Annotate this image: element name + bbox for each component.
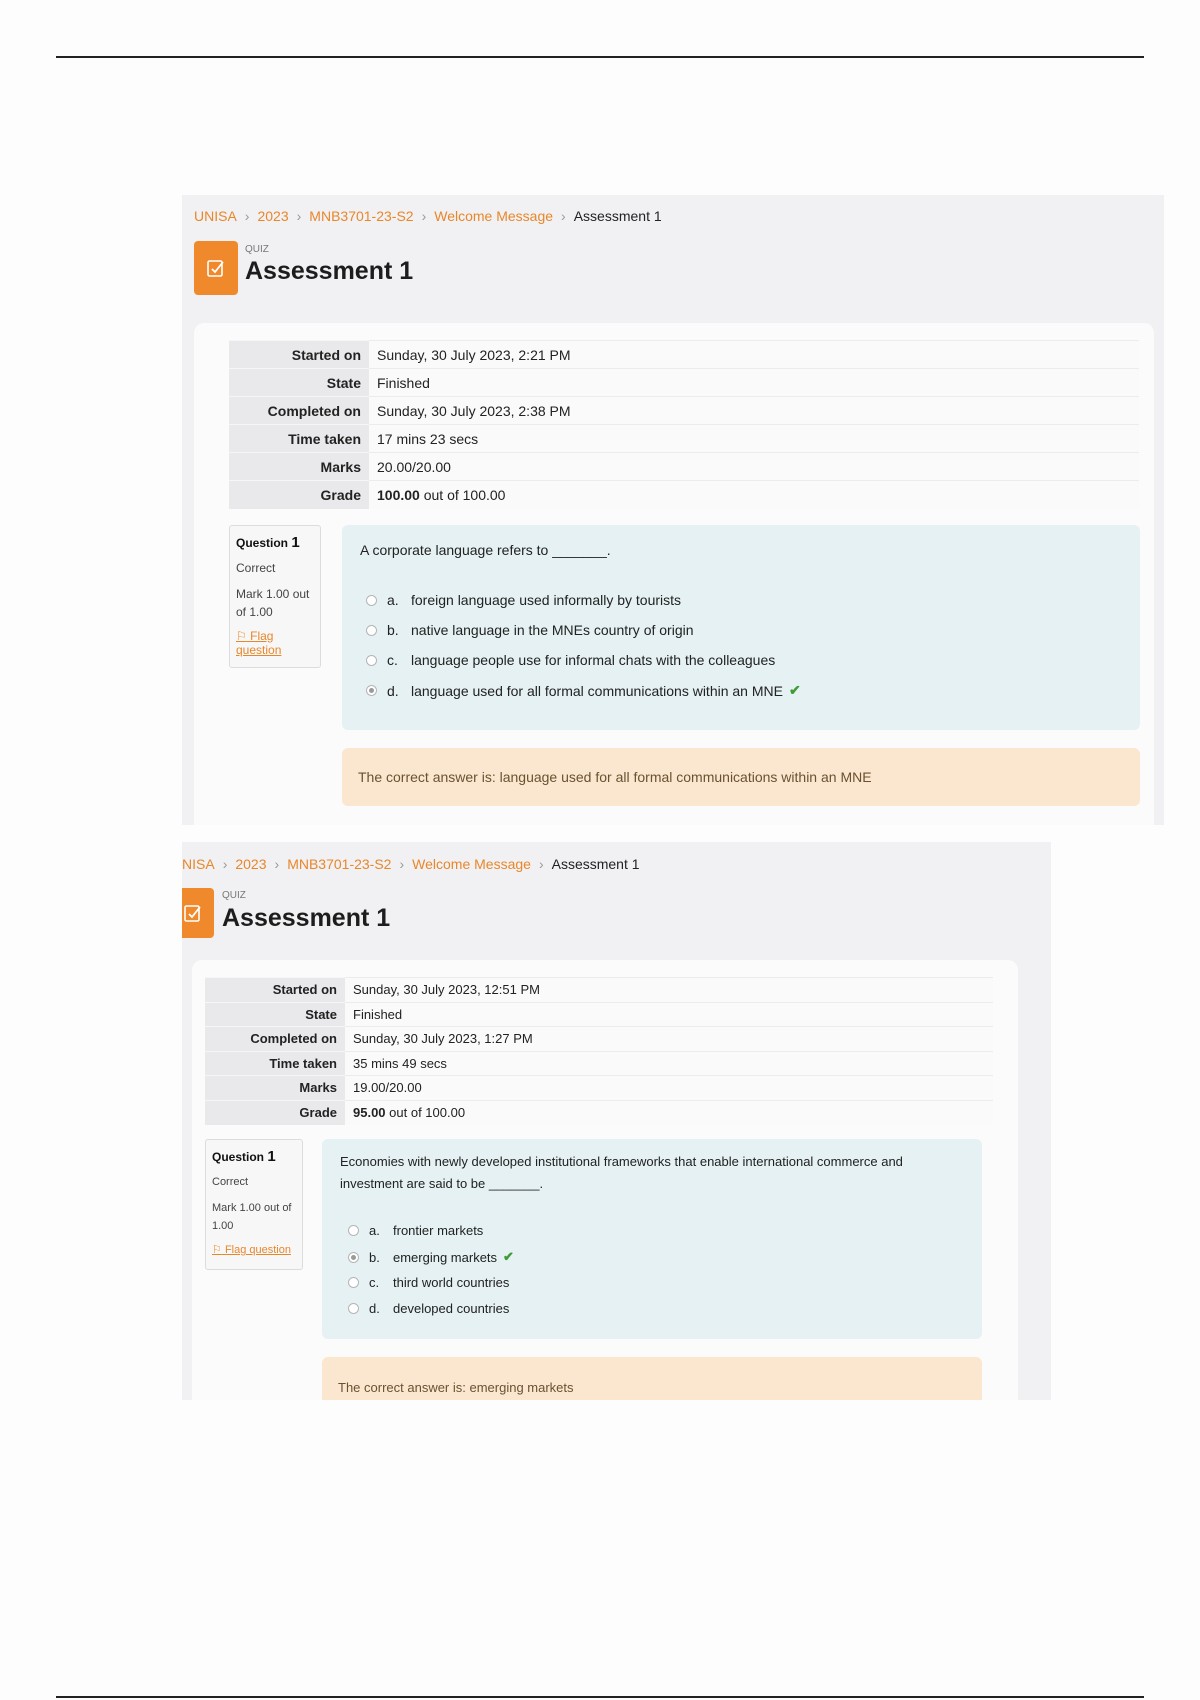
checkmark-icon: ✔ <box>788 682 801 698</box>
question-status: Correct <box>212 1176 249 1188</box>
question-info-panel <box>229 525 321 668</box>
summary-label: Time taken <box>205 1051 345 1076</box>
breadcrumb-current: Assessment 1 <box>573 208 662 224</box>
breadcrumb-current: Assessment 1 <box>551 856 640 872</box>
answer-option-d[interactable]: d. developed countries <box>348 1301 509 1316</box>
breadcrumb-link-unisa[interactable]: NISA <box>182 856 215 872</box>
summary-value: Sunday, 30 July 2023, 1:27 PM <box>345 1027 993 1052</box>
flag-icon: ⚐ <box>236 629 247 643</box>
screenshot-2 <box>182 842 1051 1400</box>
radio-button-selected[interactable] <box>366 685 377 696</box>
summary-value: Finished <box>369 369 1139 397</box>
question-body <box>322 1139 982 1339</box>
summary-label: Grade <box>229 481 369 509</box>
bottom-rule <box>56 1696 1144 1698</box>
breadcrumb-link-section[interactable]: Welcome Message <box>412 856 531 872</box>
summary-label: Started on <box>229 341 369 369</box>
summary-value: Sunday, 30 July 2023, 2:38 PM <box>369 397 1139 425</box>
question-status: Correct <box>236 561 276 575</box>
radio-button[interactable] <box>366 655 377 666</box>
radio-button[interactable] <box>366 625 377 636</box>
question-info-panel <box>205 1139 303 1270</box>
answer-option-a[interactable]: a. frontier markets <box>348 1223 483 1238</box>
radio-button-selected[interactable] <box>348 1252 359 1263</box>
summary-label: Completed on <box>229 397 369 425</box>
summary-value: 19.00/20.00 <box>345 1076 993 1101</box>
correct-answer-feedback: The correct answer is: emerging markets <box>322 1357 982 1400</box>
breadcrumb-separator: › <box>538 856 544 872</box>
quiz-check-icon <box>182 888 214 938</box>
answer-option-b[interactable]: b. native language in the MNEs country of origin <box>366 622 694 638</box>
breadcrumb-separator: › <box>399 856 405 872</box>
grade-value: 100.00 <box>377 486 420 503</box>
flag-question-link[interactable]: ⚐ Flag question <box>236 629 282 657</box>
breadcrumb-link-section[interactable]: Welcome Message <box>434 208 554 224</box>
module-type-label: QUIZ <box>245 244 269 255</box>
attempt-summary-table <box>205 977 993 1125</box>
radio-button[interactable] <box>348 1225 359 1236</box>
summary-label: State <box>205 1002 345 1027</box>
page-title: Assessment 1 <box>245 257 414 285</box>
radio-button[interactable] <box>366 595 377 606</box>
answer-option-d[interactable]: d. language used for all formal communications within an MNE ✔ <box>366 682 801 699</box>
radio-button[interactable] <box>348 1277 359 1288</box>
grade-suffix: out of 100.00 <box>385 1105 466 1120</box>
breadcrumb-separator: › <box>222 856 228 872</box>
correct-answer-feedback: The correct answer is: language used for all formal communications within an MNE <box>342 748 1140 806</box>
summary-value: 17 mins 23 secs <box>369 425 1139 453</box>
checkmark-icon: ✔ <box>503 1249 514 1264</box>
breadcrumb-link-year[interactable]: 2023 <box>235 856 267 872</box>
summary-value <box>369 481 1139 509</box>
summary-value: Sunday, 30 July 2023, 12:51 PM <box>345 978 993 1003</box>
question-number: Question 1 <box>236 534 300 551</box>
quiz-check-icon <box>194 241 238 295</box>
module-type-label: QUIZ <box>222 890 246 901</box>
breadcrumb-separator: › <box>296 208 302 224</box>
page-title: Assessment 1 <box>222 904 391 932</box>
screenshot-1 <box>182 195 1164 825</box>
summary-value: 35 mins 49 secs <box>345 1051 993 1076</box>
question-body <box>342 525 1140 730</box>
breadcrumb-link-year[interactable]: 2023 <box>257 208 289 224</box>
answer-option-b[interactable]: b. emerging markets ✔ <box>348 1249 514 1265</box>
summary-label: State <box>229 369 369 397</box>
summary-value: Finished <box>345 1002 993 1027</box>
answer-option-c[interactable]: c. language people use for informal chats with the colleagues <box>366 652 775 668</box>
summary-value: 20.00/20.00 <box>369 453 1139 481</box>
question-text: A corporate language refers to _______. <box>360 542 611 558</box>
summary-value <box>345 1100 993 1125</box>
radio-button[interactable] <box>348 1303 359 1314</box>
answer-option-c[interactable]: c. third world countries <box>348 1275 509 1290</box>
breadcrumb <box>194 208 662 224</box>
flag-icon: ⚐ <box>212 1244 222 1256</box>
breadcrumb-separator: › <box>421 208 427 224</box>
breadcrumb-link-unisa[interactable]: UNISA <box>194 208 237 224</box>
summary-label: Grade <box>205 1100 345 1125</box>
summary-label: Time taken <box>229 425 369 453</box>
attempt-summary-table <box>229 340 1139 509</box>
question-mark: Mark 1.00 out of 1.00 <box>212 1202 292 1232</box>
breadcrumb-link-course[interactable]: MNB3701-23-S2 <box>309 208 414 224</box>
question-mark: Mark 1.00 out of 1.00 <box>236 587 310 619</box>
breadcrumb <box>182 856 640 872</box>
breadcrumb-separator: › <box>561 208 566 224</box>
breadcrumb-link-course[interactable]: MNB3701-23-S2 <box>287 856 392 872</box>
grade-value: 95.00 <box>353 1105 386 1120</box>
breadcrumb-separator: › <box>244 208 250 224</box>
flag-question-link[interactable]: ⚐ Flag question <box>212 1244 291 1256</box>
question-text: Economies with newly developed institutional frameworks that enable international commerce and investment are said to be _______. <box>340 1154 903 1191</box>
top-rule <box>56 56 1144 58</box>
summary-label: Started on <box>205 978 345 1003</box>
question-number: Question 1 <box>212 1148 276 1165</box>
summary-value: Sunday, 30 July 2023, 2:21 PM <box>369 341 1139 369</box>
summary-label: Completed on <box>205 1027 345 1052</box>
breadcrumb-separator: › <box>274 856 280 872</box>
summary-label: Marks <box>229 453 369 481</box>
answer-option-a[interactable]: a. foreign language used informally by tourists <box>366 592 681 608</box>
grade-suffix: out of 100.00 <box>419 486 506 503</box>
summary-label: Marks <box>205 1076 345 1101</box>
